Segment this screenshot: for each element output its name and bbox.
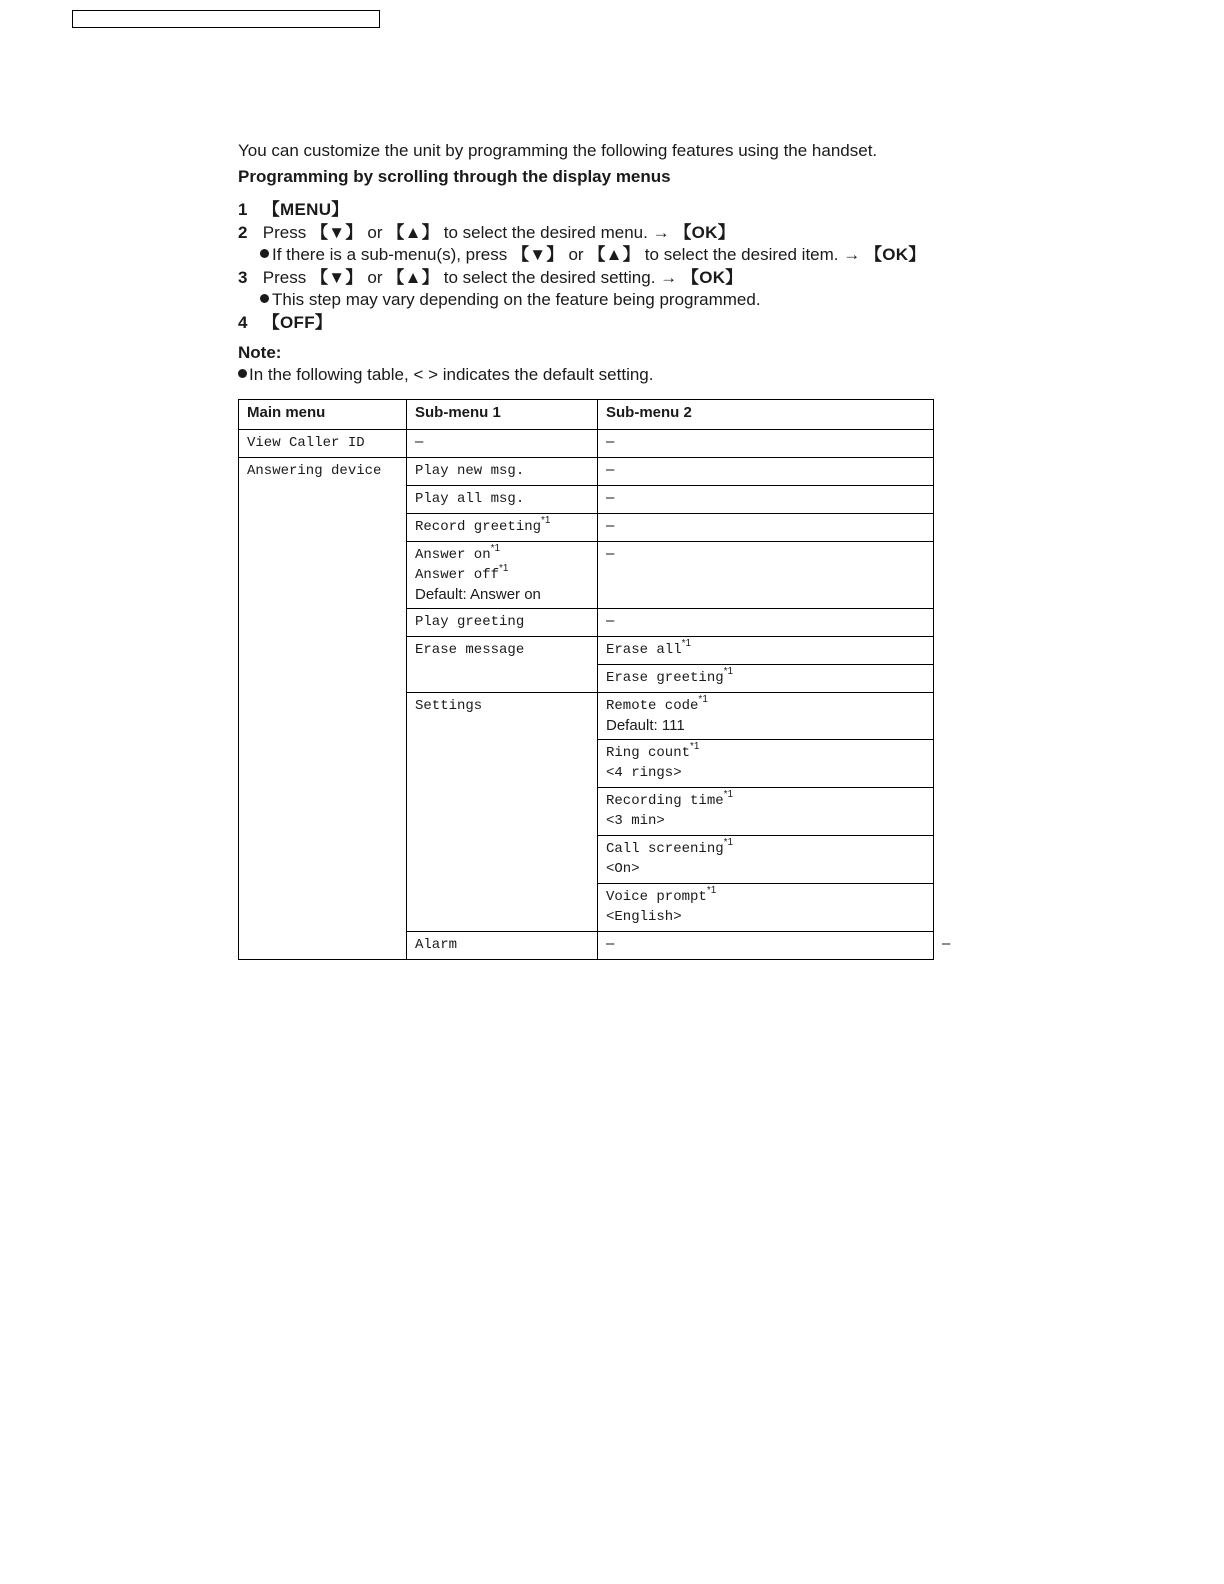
- main-menu-cell: Alarm: [407, 932, 598, 960]
- press-text: Press: [262, 223, 307, 242]
- column-header: Sub-menu 2: [598, 400, 934, 430]
- submenu1-cell: Answer $on^{*1}$ Answer off$^{*1}$ Default: Answer on: [407, 542, 598, 609]
- footnote-mark: *1: [499, 563, 509, 574]
- default-value: Default: 111: [606, 717, 685, 734]
- step-number: 3: [238, 268, 248, 287]
- footnote-mark: *1: [698, 694, 708, 705]
- empty-cell: –: [598, 458, 934, 486]
- header-box: [72, 10, 380, 28]
- step-text: to select the desired setting.: [443, 268, 656, 287]
- submenu1-cell: Erase message: [407, 637, 598, 693]
- menu-key: 【MENU】: [262, 200, 349, 219]
- table-row: [239, 458, 934, 486]
- table-header-row: [239, 400, 934, 430]
- ok-key: 【OK】: [674, 223, 736, 242]
- footnote-mark: *1: [723, 666, 734, 677]
- column-header: Main menu: [239, 400, 407, 430]
- submenu2-cell: Remote code$^{*1}$ Default: 111: [598, 693, 934, 740]
- submenu2-cell: Ring count$^{*1}$ <4 rings>: [598, 740, 934, 788]
- down-key: 【▼】: [310, 223, 363, 242]
- step-4: [238, 311, 938, 334]
- up-key: 【▲】: [588, 245, 641, 264]
- submenu2-cell: Erase greeting$^{*1}$: [598, 665, 934, 693]
- down-key: 【▼】: [512, 245, 564, 264]
- default-value: <4 rings>: [606, 765, 682, 781]
- step-number: 2: [238, 223, 248, 242]
- empty-cell: –: [598, 609, 934, 637]
- default-value: <3 min>: [606, 813, 665, 829]
- note-text: In the following table, < > indicates the default setting.: [238, 364, 938, 386]
- footnote-mark: *1: [723, 789, 734, 800]
- submenu1-cell: Play greeting: [407, 609, 598, 637]
- arrow-icon: →: [843, 245, 861, 264]
- submenu1-cell: Record greeting$^{*1}$: [407, 514, 598, 542]
- ok-key: 【OK】: [681, 268, 743, 287]
- off-key: 【OFF】: [262, 313, 333, 332]
- submenu1-cell: Play all msg.: [407, 486, 598, 514]
- empty-cell: –: [598, 486, 934, 514]
- submenu2-cell: Erase all$^{*1}$: [598, 637, 934, 665]
- arrow-icon: →: [652, 223, 670, 242]
- step-1: [238, 198, 938, 221]
- intro-text: You can customize the unit by programming the following features using the handset.: [238, 141, 878, 160]
- footnote-mark: *1: [681, 638, 692, 649]
- bullet-icon: [238, 369, 247, 378]
- default-value: <On>: [606, 861, 640, 877]
- default-value: <English>: [606, 909, 682, 925]
- submenu1-cell: Settings: [407, 693, 598, 932]
- step-number: 1: [238, 200, 248, 219]
- main-menu-cell: View Caller ID: [239, 430, 407, 458]
- footnote-mark: *1: [690, 741, 700, 752]
- table-row: [239, 430, 934, 458]
- footnote-mark: *1: [706, 885, 717, 896]
- instructions: [238, 140, 938, 386]
- note-heading: Note:: [238, 343, 282, 362]
- main-menu-cell: Answering device: [239, 458, 407, 960]
- step-3: 3 Press 【▼】 or 【▲】 to select the desired setting. → 【OK】: [238, 268, 743, 287]
- empty-cell: –: [407, 430, 598, 458]
- bullet-icon: [260, 294, 269, 303]
- step-number: 4: [238, 313, 248, 332]
- footnote-mark: *1: [490, 543, 501, 554]
- empty-cell: –: [598, 430, 934, 458]
- bullet-icon: [260, 249, 269, 258]
- step-2: [238, 221, 938, 244]
- empty-cell: –: [598, 514, 934, 542]
- submenu2-cell: Voice prompt$^{*1}$ <English>: [598, 884, 934, 932]
- submenu2-cell: Call screening$^{*1}$ <On>: [598, 836, 934, 884]
- footnote-mark: *1: [541, 515, 551, 526]
- footnote-mark: *1: [723, 837, 734, 848]
- empty-cell: –: [598, 932, 934, 960]
- ok-key: 【OK】: [864, 245, 926, 264]
- up-key: 【▲】: [387, 268, 439, 287]
- menu-table: [238, 399, 951, 960]
- default-value: Default: Answer on: [415, 586, 541, 603]
- table-row: Alarm – –: [239, 932, 934, 960]
- step-3-bullet: This step may vary depending on the feature being programmed.: [238, 289, 938, 311]
- steps-list: [238, 198, 938, 334]
- column-header: Sub-menu 1: [407, 400, 598, 430]
- empty-cell: –: [598, 542, 934, 609]
- submenu1-cell: Play new msg.: [407, 458, 598, 486]
- step-2-bullet: If there is a sub-menu(s), press 【▼】 or 【▲】 to select the desired item. → 【OK】: [238, 244, 938, 266]
- submenu2-cell: Recording time$^{*1}$ <3 min>: [598, 788, 934, 836]
- arrow-icon: →: [660, 268, 678, 287]
- step-text: to select the desired menu.: [443, 223, 648, 242]
- up-key: 【▲】: [387, 223, 439, 242]
- down-key: 【▼】: [310, 268, 363, 287]
- or-text: or: [367, 223, 383, 242]
- section-heading: Programming by scrolling through the display menus: [238, 167, 671, 186]
